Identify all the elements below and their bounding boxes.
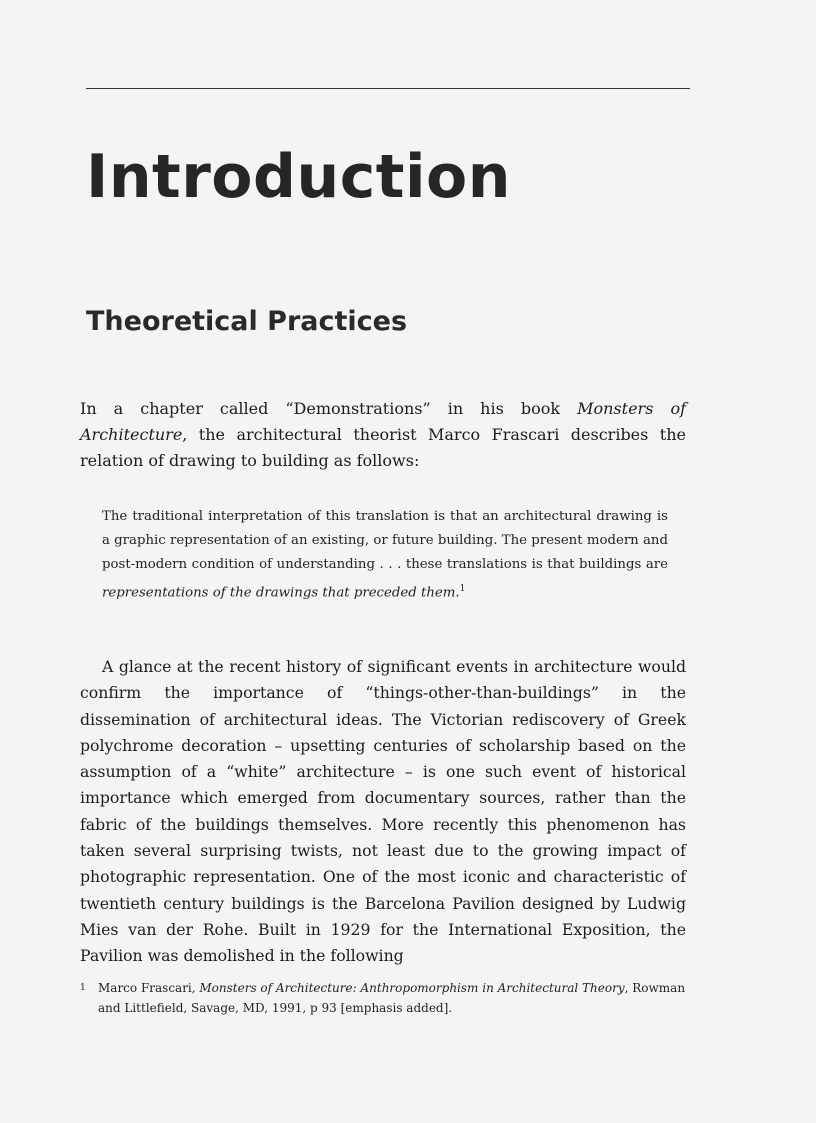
paragraph-body: A glance at the recent history of significant events in architecture would confirm the importance of “things-other-than-buildings” in the dissemination of architectural ideas. The Victorian rediscovery of Greek polychrome decoration – upsetting centuries of scholarship based on the assumption of a “white” architecture – is one such event of historical importance which emerged from documentary sources, rather than the fabric of the buildings themselves. More recently this phenomenon has taken several surprising twists, not least due to the growing impact of photographic representation. One of the most iconic and characteristic of twentieth century buildings is the Barcelona Pavilion designed by Ludwig Mies van der Rohe. Built in 1929 for the International Exposition, the Pavilion was demolished in the following xyxy=(80,657,686,966)
footnote-author: Marco Frascari, xyxy=(98,981,200,995)
book-title: Monsters of Architecture xyxy=(80,399,686,444)
quote-text: The traditional interpretation of this translation is that an architectural drawing is a graphic representation of an existing, or future building. The present modern and post-modern condition of understanding . . . these translations is that buildings are xyxy=(102,509,668,572)
block-quote xyxy=(102,505,668,605)
paragraph-intro-text-a: In a chapter called “Demonstrations” in his book xyxy=(80,399,578,418)
section-title: Theoretical Practices xyxy=(86,306,408,337)
quote-emphasis: representations of the drawings that preceded them. xyxy=(102,585,460,601)
chapter-title: Introduction xyxy=(86,142,511,212)
top-rule xyxy=(86,88,690,89)
paragraph-intro-text-b: , the architectural theorist Marco Frascari describes the relation of drawing to building as follows: xyxy=(80,425,686,470)
footnote-reference: 1 xyxy=(459,584,466,594)
paragraph-intro xyxy=(80,396,686,474)
footnote-title: Monsters of Architecture: Anthropomorphism in Architectural Theory xyxy=(199,981,625,995)
footnote-number: 1 xyxy=(80,983,86,993)
footnote-rest: , Rowman and Littlefield, Savage, MD, 1991, p 93 [emphasis added]. xyxy=(98,981,686,1015)
footnote xyxy=(80,978,686,1018)
